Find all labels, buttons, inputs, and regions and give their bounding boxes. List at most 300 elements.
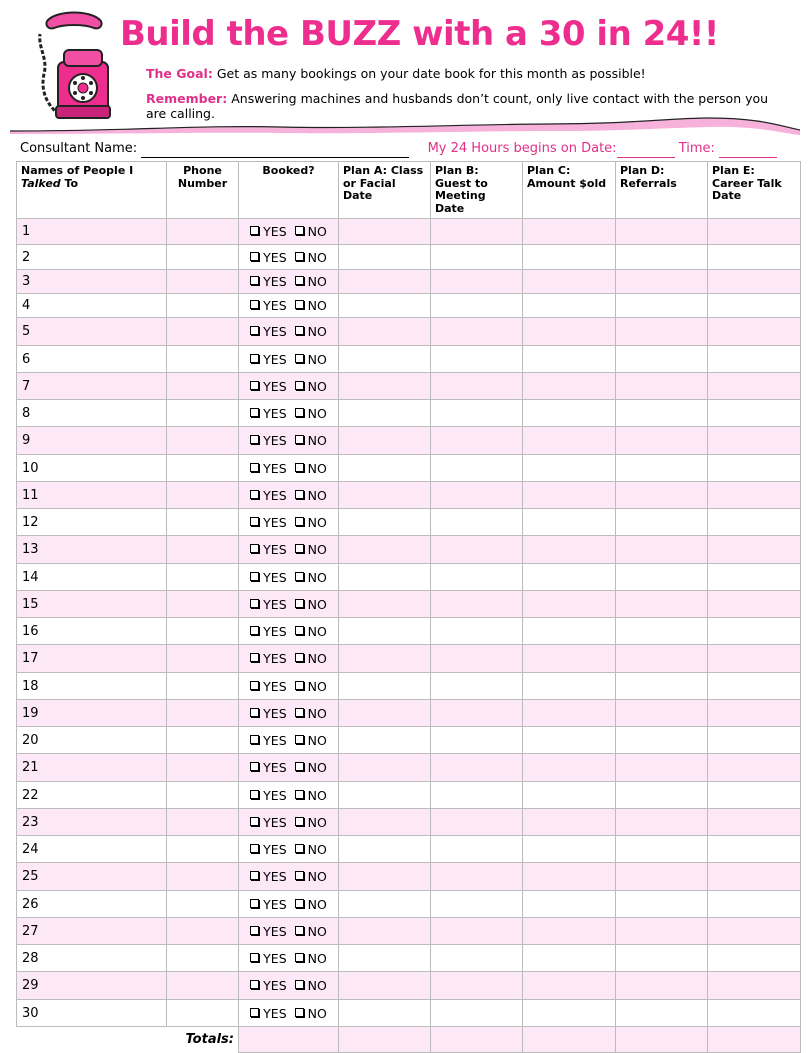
plan-a-cell[interactable] bbox=[339, 618, 431, 645]
no-label: NO bbox=[307, 950, 327, 966]
plan-c-cell[interactable] bbox=[523, 863, 616, 891]
yes-checkbox-icon[interactable] bbox=[250, 817, 259, 826]
phone-cell[interactable] bbox=[167, 754, 239, 782]
plan-b-cell[interactable] bbox=[431, 318, 523, 346]
yes-checkbox-icon[interactable] bbox=[250, 354, 259, 363]
plan-b-cell[interactable] bbox=[431, 219, 523, 245]
plan-c-cell[interactable] bbox=[523, 482, 616, 509]
plan-c-column-header: Plan C: Amount $old bbox=[523, 162, 616, 219]
yes-label: YES bbox=[263, 760, 287, 775]
plan-a-cell[interactable] bbox=[339, 863, 431, 891]
plan-b-cell[interactable] bbox=[431, 836, 523, 863]
plan-a-cell[interactable] bbox=[339, 972, 431, 1000]
plan-d-cell[interactable] bbox=[616, 754, 708, 782]
plan-d-cell[interactable] bbox=[616, 591, 708, 618]
telephone-icon bbox=[28, 10, 112, 128]
phone-cell[interactable] bbox=[167, 219, 239, 245]
no-label: NO bbox=[307, 405, 327, 421]
no-checkbox-icon[interactable] bbox=[295, 463, 304, 472]
phone-cell[interactable] bbox=[167, 294, 239, 318]
yes-label: YES bbox=[263, 569, 287, 585]
no-label: NO bbox=[307, 351, 327, 367]
no-label: NO bbox=[307, 623, 327, 639]
no-checkbox-icon[interactable] bbox=[295, 252, 304, 261]
no-checkbox-icon[interactable] bbox=[295, 626, 304, 635]
no-label: NO bbox=[307, 324, 327, 339]
plan-d-cell[interactable] bbox=[616, 482, 708, 509]
phone-cell[interactable] bbox=[167, 809, 239, 836]
plan-d-cell[interactable] bbox=[616, 945, 708, 972]
yes-checkbox-icon[interactable] bbox=[250, 408, 259, 417]
plan-d-cell[interactable] bbox=[616, 245, 708, 270]
plan-e-cell[interactable] bbox=[708, 1000, 801, 1027]
plan-e-cell[interactable] bbox=[708, 918, 801, 945]
yes-checkbox-icon[interactable] bbox=[250, 226, 259, 235]
plan-d-cell[interactable] bbox=[616, 863, 708, 891]
plan-c-cell[interactable] bbox=[523, 782, 616, 809]
plan-c-cell[interactable] bbox=[523, 270, 616, 294]
table-row bbox=[17, 645, 801, 673]
phone-cell[interactable] bbox=[167, 591, 239, 618]
plan-e-cell[interactable] bbox=[708, 809, 801, 836]
plan-c-cell[interactable] bbox=[523, 618, 616, 645]
no-checkbox-icon[interactable] bbox=[295, 517, 304, 526]
plan-b-cell[interactable] bbox=[431, 673, 523, 700]
phone-cell[interactable] bbox=[167, 863, 239, 891]
plan-e-cell[interactable] bbox=[708, 346, 801, 373]
plan-a-cell[interactable] bbox=[339, 536, 431, 564]
plan-c-cell[interactable] bbox=[523, 346, 616, 373]
no-label: NO bbox=[307, 760, 327, 775]
plan-e-cell[interactable] bbox=[708, 863, 801, 891]
row-number: 10 bbox=[17, 455, 167, 482]
table-row bbox=[17, 564, 801, 591]
plan-d-cell[interactable] bbox=[616, 455, 708, 482]
plan-b-cell[interactable] bbox=[431, 727, 523, 754]
phone-cell[interactable] bbox=[167, 891, 239, 918]
phone-cell[interactable] bbox=[167, 318, 239, 346]
form-header bbox=[20, 140, 796, 158]
yes-checkbox-icon[interactable] bbox=[250, 435, 259, 444]
plan-d-cell[interactable] bbox=[616, 891, 708, 918]
no-label: NO bbox=[307, 433, 327, 448]
no-checkbox-icon[interactable] bbox=[295, 300, 304, 309]
plan-e-cell[interactable] bbox=[708, 294, 801, 318]
plan-d-cell[interactable] bbox=[616, 618, 708, 645]
phone-cell[interactable] bbox=[167, 673, 239, 700]
plan-e-cell[interactable] bbox=[708, 270, 801, 294]
plan-d-cell[interactable] bbox=[616, 564, 708, 591]
plan-b-cell[interactable] bbox=[431, 400, 523, 427]
plan-b-cell[interactable] bbox=[431, 536, 523, 564]
plan-d-cell[interactable] bbox=[616, 346, 708, 373]
plan-a-cell[interactable] bbox=[339, 591, 431, 618]
phone-cell[interactable] bbox=[167, 346, 239, 373]
plan-b-cell[interactable] bbox=[431, 564, 523, 591]
plan-d-cell[interactable] bbox=[616, 918, 708, 945]
plan-d-cell[interactable] bbox=[616, 727, 708, 754]
booked-cell bbox=[239, 782, 339, 809]
plan-b-cell[interactable] bbox=[431, 918, 523, 945]
plan-c-cell[interactable] bbox=[523, 891, 616, 918]
plan-c-cell[interactable] bbox=[523, 455, 616, 482]
plan-e-column-header: Plan E: Career Talk Date bbox=[708, 162, 801, 219]
booked-cell bbox=[239, 945, 339, 972]
plan-d-cell[interactable] bbox=[616, 809, 708, 836]
plan-b-cell[interactable] bbox=[431, 945, 523, 972]
yes-checkbox-icon[interactable] bbox=[250, 871, 259, 880]
no-checkbox-icon[interactable] bbox=[295, 408, 304, 417]
plan-b-cell[interactable] bbox=[431, 618, 523, 645]
plan-a-cell[interactable] bbox=[339, 564, 431, 591]
plan-e-cell[interactable] bbox=[708, 427, 801, 455]
no-label: NO bbox=[307, 869, 327, 884]
row-number: 6 bbox=[17, 346, 167, 373]
yes-label: YES bbox=[263, 950, 287, 966]
row-number: 13 bbox=[17, 536, 167, 564]
plan-a-cell[interactable] bbox=[339, 373, 431, 400]
plan-b-cell[interactable] bbox=[431, 972, 523, 1000]
plan-c-cell[interactable] bbox=[523, 1000, 616, 1027]
plan-e-cell[interactable] bbox=[708, 673, 801, 700]
plan-e-cell[interactable] bbox=[708, 645, 801, 673]
plan-c-cell[interactable] bbox=[523, 809, 616, 836]
plan-a-cell[interactable] bbox=[339, 509, 431, 536]
yes-label: YES bbox=[263, 224, 287, 239]
phone-cell[interactable] bbox=[167, 972, 239, 1000]
yes-checkbox-icon[interactable] bbox=[250, 953, 259, 962]
plan-e-cell[interactable] bbox=[708, 618, 801, 645]
booked-cell bbox=[239, 891, 339, 918]
plan-b-cell[interactable] bbox=[431, 346, 523, 373]
plan-a-cell[interactable] bbox=[339, 219, 431, 245]
plan-c-cell[interactable] bbox=[523, 318, 616, 346]
plan-d-cell[interactable] bbox=[616, 294, 708, 318]
plan-c-cell[interactable] bbox=[523, 673, 616, 700]
plan-b-cell[interactable] bbox=[431, 509, 523, 536]
plan-a-cell[interactable] bbox=[339, 809, 431, 836]
plan-c-cell[interactable] bbox=[523, 245, 616, 270]
plan-c-cell[interactable] bbox=[523, 509, 616, 536]
no-label: NO bbox=[307, 569, 327, 585]
yes-checkbox-icon[interactable] bbox=[250, 276, 259, 285]
plan-d-cell[interactable] bbox=[616, 270, 708, 294]
booked-cell bbox=[239, 618, 339, 645]
yes-checkbox-icon[interactable] bbox=[250, 300, 259, 309]
no-checkbox-icon[interactable] bbox=[295, 226, 304, 235]
booked-cell bbox=[239, 536, 339, 564]
plan-d-cell[interactable] bbox=[616, 509, 708, 536]
plan-d-cell[interactable] bbox=[616, 673, 708, 700]
phone-cell[interactable] bbox=[167, 945, 239, 972]
row-number: 1 bbox=[17, 219, 167, 245]
plan-b-cell[interactable] bbox=[431, 427, 523, 455]
plan-a-cell[interactable] bbox=[339, 645, 431, 673]
plan-a-cell[interactable] bbox=[339, 782, 431, 809]
plan-b-cell[interactable] bbox=[431, 373, 523, 400]
plan-a-cell[interactable] bbox=[339, 346, 431, 373]
plan-a-cell[interactable] bbox=[339, 945, 431, 972]
no-checkbox-icon[interactable] bbox=[295, 871, 304, 880]
yes-checkbox-icon[interactable] bbox=[250, 708, 259, 717]
yes-label: YES bbox=[263, 542, 287, 557]
plan-e-cell[interactable] bbox=[708, 972, 801, 1000]
table-row bbox=[17, 727, 801, 754]
plan-c-cell[interactable] bbox=[523, 536, 616, 564]
booked-cell bbox=[239, 318, 339, 346]
yes-checkbox-icon[interactable] bbox=[250, 381, 259, 390]
yes-checkbox-icon[interactable] bbox=[250, 490, 259, 499]
plan-e-cell[interactable] bbox=[708, 754, 801, 782]
table-row bbox=[17, 400, 801, 427]
yes-checkbox-icon[interactable] bbox=[250, 252, 259, 261]
plan-b-cell[interactable] bbox=[431, 455, 523, 482]
no-checkbox-icon[interactable] bbox=[295, 980, 304, 989]
plan-d-cell[interactable] bbox=[616, 972, 708, 1000]
plan-a-cell[interactable] bbox=[339, 294, 431, 318]
yes-checkbox-icon[interactable] bbox=[250, 463, 259, 472]
plan-c-cell[interactable] bbox=[523, 373, 616, 400]
plan-c-cell[interactable] bbox=[523, 754, 616, 782]
plan-e-cell[interactable] bbox=[708, 727, 801, 754]
plan-e-cell[interactable] bbox=[708, 591, 801, 618]
plan-d-cell[interactable] bbox=[616, 219, 708, 245]
plan-b-cell[interactable] bbox=[431, 270, 523, 294]
plan-a-cell[interactable] bbox=[339, 918, 431, 945]
no-checkbox-icon[interactable] bbox=[295, 790, 304, 799]
no-checkbox-icon[interactable] bbox=[295, 653, 304, 662]
no-checkbox-icon[interactable] bbox=[295, 435, 304, 444]
no-checkbox-icon[interactable] bbox=[295, 599, 304, 608]
row-number: 29 bbox=[17, 972, 167, 1000]
yes-checkbox-icon[interactable] bbox=[250, 544, 259, 553]
plan-b-cell[interactable] bbox=[431, 809, 523, 836]
plan-d-cell[interactable] bbox=[616, 645, 708, 673]
plan-d-cell[interactable] bbox=[616, 1000, 708, 1027]
phone-cell[interactable] bbox=[167, 373, 239, 400]
plan-b-cell[interactable] bbox=[431, 645, 523, 673]
no-checkbox-icon[interactable] bbox=[295, 817, 304, 826]
yes-checkbox-icon[interactable] bbox=[250, 681, 259, 690]
phone-cell[interactable] bbox=[167, 836, 239, 863]
no-label: NO bbox=[307, 678, 327, 694]
no-checkbox-icon[interactable] bbox=[295, 735, 304, 744]
plan-a-cell[interactable] bbox=[339, 245, 431, 270]
plan-b-cell[interactable] bbox=[431, 245, 523, 270]
hours-begin-date-field[interactable] bbox=[617, 157, 675, 158]
row-number: 27 bbox=[17, 918, 167, 945]
table-row bbox=[17, 219, 801, 245]
plan-e-cell[interactable] bbox=[708, 945, 801, 972]
yes-checkbox-icon[interactable] bbox=[250, 326, 259, 335]
plan-b-cell[interactable] bbox=[431, 1000, 523, 1027]
phone-cell[interactable] bbox=[167, 564, 239, 591]
row-number: 9 bbox=[17, 427, 167, 455]
no-label: NO bbox=[307, 732, 327, 748]
yes-checkbox-icon[interactable] bbox=[250, 735, 259, 744]
no-checkbox-icon[interactable] bbox=[295, 544, 304, 553]
plan-d-cell[interactable] bbox=[616, 318, 708, 346]
row-number: 2 bbox=[17, 245, 167, 270]
phone-cell[interactable] bbox=[167, 782, 239, 809]
hours-begin-label: My 24 Hours begins on Date: bbox=[427, 141, 617, 156]
plan-c-cell[interactable] bbox=[523, 918, 616, 945]
plan-e-cell[interactable] bbox=[708, 400, 801, 427]
plan-a-cell[interactable] bbox=[339, 400, 431, 427]
yes-checkbox-icon[interactable] bbox=[250, 626, 259, 635]
plan-d-cell[interactable] bbox=[616, 427, 708, 455]
plan-e-cell[interactable] bbox=[708, 245, 801, 270]
plan-c-cell[interactable] bbox=[523, 972, 616, 1000]
phone-cell[interactable] bbox=[167, 918, 239, 945]
phone-cell[interactable] bbox=[167, 1000, 239, 1027]
plan-c-cell[interactable] bbox=[523, 591, 616, 618]
plan-a-cell[interactable] bbox=[339, 891, 431, 918]
plan-c-cell[interactable] bbox=[523, 564, 616, 591]
plan-b-cell[interactable] bbox=[431, 591, 523, 618]
plan-a-cell[interactable] bbox=[339, 754, 431, 782]
plan-a-cell[interactable] bbox=[339, 1000, 431, 1027]
table-row bbox=[17, 482, 801, 509]
phone-cell[interactable] bbox=[167, 270, 239, 294]
phone-cell[interactable] bbox=[167, 482, 239, 509]
plan-c-cell[interactable] bbox=[523, 945, 616, 972]
yes-label: YES bbox=[263, 787, 287, 803]
booked-cell bbox=[239, 1000, 339, 1027]
phone-cell[interactable] bbox=[167, 427, 239, 455]
yes-checkbox-icon[interactable] bbox=[250, 899, 259, 908]
plan-b-cell[interactable] bbox=[431, 700, 523, 727]
plan-c-cell[interactable] bbox=[523, 836, 616, 863]
plan-a-cell[interactable] bbox=[339, 727, 431, 754]
no-checkbox-icon[interactable] bbox=[295, 572, 304, 581]
no-label: NO bbox=[307, 705, 327, 721]
no-checkbox-icon[interactable] bbox=[295, 844, 304, 853]
plan-e-cell[interactable] bbox=[708, 455, 801, 482]
plan-e-cell[interactable] bbox=[708, 782, 801, 809]
plan-c-cell[interactable] bbox=[523, 219, 616, 245]
no-checkbox-icon[interactable] bbox=[295, 899, 304, 908]
plan-e-cell[interactable] bbox=[708, 373, 801, 400]
plan-e-cell[interactable] bbox=[708, 536, 801, 564]
plan-b-cell[interactable] bbox=[431, 782, 523, 809]
plan-e-cell[interactable] bbox=[708, 509, 801, 536]
time-field[interactable] bbox=[719, 157, 777, 158]
phone-cell[interactable] bbox=[167, 455, 239, 482]
yes-checkbox-icon[interactable] bbox=[250, 980, 259, 989]
phone-cell[interactable] bbox=[167, 618, 239, 645]
plan-d-cell[interactable] bbox=[616, 536, 708, 564]
no-checkbox-icon[interactable] bbox=[295, 354, 304, 363]
row-number: 17 bbox=[17, 645, 167, 673]
plan-c-cell[interactable] bbox=[523, 294, 616, 318]
no-checkbox-icon[interactable] bbox=[295, 953, 304, 962]
plan-d-cell[interactable] bbox=[616, 400, 708, 427]
plan-d-cell[interactable] bbox=[616, 700, 708, 727]
plan-e-cell[interactable] bbox=[708, 564, 801, 591]
booked-cell bbox=[239, 591, 339, 618]
consultant-name-field[interactable] bbox=[141, 157, 409, 158]
no-checkbox-icon[interactable] bbox=[295, 681, 304, 690]
plan-a-cell[interactable] bbox=[339, 455, 431, 482]
row-number: 26 bbox=[17, 891, 167, 918]
plan-c-cell[interactable] bbox=[523, 427, 616, 455]
plan-e-cell[interactable] bbox=[708, 836, 801, 863]
phone-cell[interactable] bbox=[167, 400, 239, 427]
table-row bbox=[17, 536, 801, 564]
yes-checkbox-icon[interactable] bbox=[250, 926, 259, 935]
table-row bbox=[17, 270, 801, 294]
plan-e-cell[interactable] bbox=[708, 318, 801, 346]
no-checkbox-icon[interactable] bbox=[295, 490, 304, 499]
yes-checkbox-icon[interactable] bbox=[250, 653, 259, 662]
no-checkbox-icon[interactable] bbox=[295, 926, 304, 935]
no-checkbox-icon[interactable] bbox=[295, 762, 304, 771]
plan-e-cell[interactable] bbox=[708, 482, 801, 509]
plan-d-cell[interactable] bbox=[616, 373, 708, 400]
plan-a-cell[interactable] bbox=[339, 673, 431, 700]
booked-cell bbox=[239, 863, 339, 891]
page-title: Build the BUZZ with a 30 in 24!! bbox=[120, 14, 719, 54]
plan-c-cell[interactable] bbox=[523, 645, 616, 673]
plan-e-cell[interactable] bbox=[708, 219, 801, 245]
table-row bbox=[17, 945, 801, 972]
yes-checkbox-icon[interactable] bbox=[250, 762, 259, 771]
plan-e-cell[interactable] bbox=[708, 700, 801, 727]
plan-b-cell[interactable] bbox=[431, 482, 523, 509]
plan-c-cell[interactable] bbox=[523, 700, 616, 727]
plan-d-cell[interactable] bbox=[616, 782, 708, 809]
goal-text bbox=[146, 66, 786, 81]
yes-checkbox-icon[interactable] bbox=[250, 517, 259, 526]
plan-b-cell[interactable] bbox=[431, 863, 523, 891]
row-number: 8 bbox=[17, 400, 167, 427]
plan-b-cell[interactable] bbox=[431, 294, 523, 318]
plan-a-cell[interactable] bbox=[339, 427, 431, 455]
plan-a-cell[interactable] bbox=[339, 836, 431, 863]
no-checkbox-icon[interactable] bbox=[295, 708, 304, 717]
row-number: 11 bbox=[17, 482, 167, 509]
plan-d-cell[interactable] bbox=[616, 836, 708, 863]
phone-cell[interactable] bbox=[167, 536, 239, 564]
no-checkbox-icon[interactable] bbox=[295, 326, 304, 335]
plan-b-cell[interactable] bbox=[431, 891, 523, 918]
no-checkbox-icon[interactable] bbox=[295, 381, 304, 390]
row-number: 28 bbox=[17, 945, 167, 972]
plan-c-cell[interactable] bbox=[523, 727, 616, 754]
yes-checkbox-icon[interactable] bbox=[250, 1008, 259, 1017]
plan-b-cell[interactable] bbox=[431, 754, 523, 782]
phone-cell[interactable] bbox=[167, 245, 239, 270]
yes-checkbox-icon[interactable] bbox=[250, 599, 259, 608]
phone-cell[interactable] bbox=[167, 509, 239, 536]
plan-e-cell[interactable] bbox=[708, 891, 801, 918]
no-checkbox-icon[interactable] bbox=[295, 276, 304, 285]
no-checkbox-icon[interactable] bbox=[295, 1008, 304, 1017]
table-row bbox=[17, 509, 801, 536]
phone-cell[interactable] bbox=[167, 700, 239, 727]
yes-checkbox-icon[interactable] bbox=[250, 790, 259, 799]
plan-c-cell[interactable] bbox=[523, 400, 616, 427]
plan-a-cell[interactable] bbox=[339, 482, 431, 509]
phone-cell[interactable] bbox=[167, 645, 239, 673]
plan-a-cell[interactable] bbox=[339, 270, 431, 294]
plan-a-cell[interactable] bbox=[339, 318, 431, 346]
yes-checkbox-icon[interactable] bbox=[250, 844, 259, 853]
phone-cell[interactable] bbox=[167, 727, 239, 754]
plan-a-cell[interactable] bbox=[339, 700, 431, 727]
yes-checkbox-icon[interactable] bbox=[250, 572, 259, 581]
